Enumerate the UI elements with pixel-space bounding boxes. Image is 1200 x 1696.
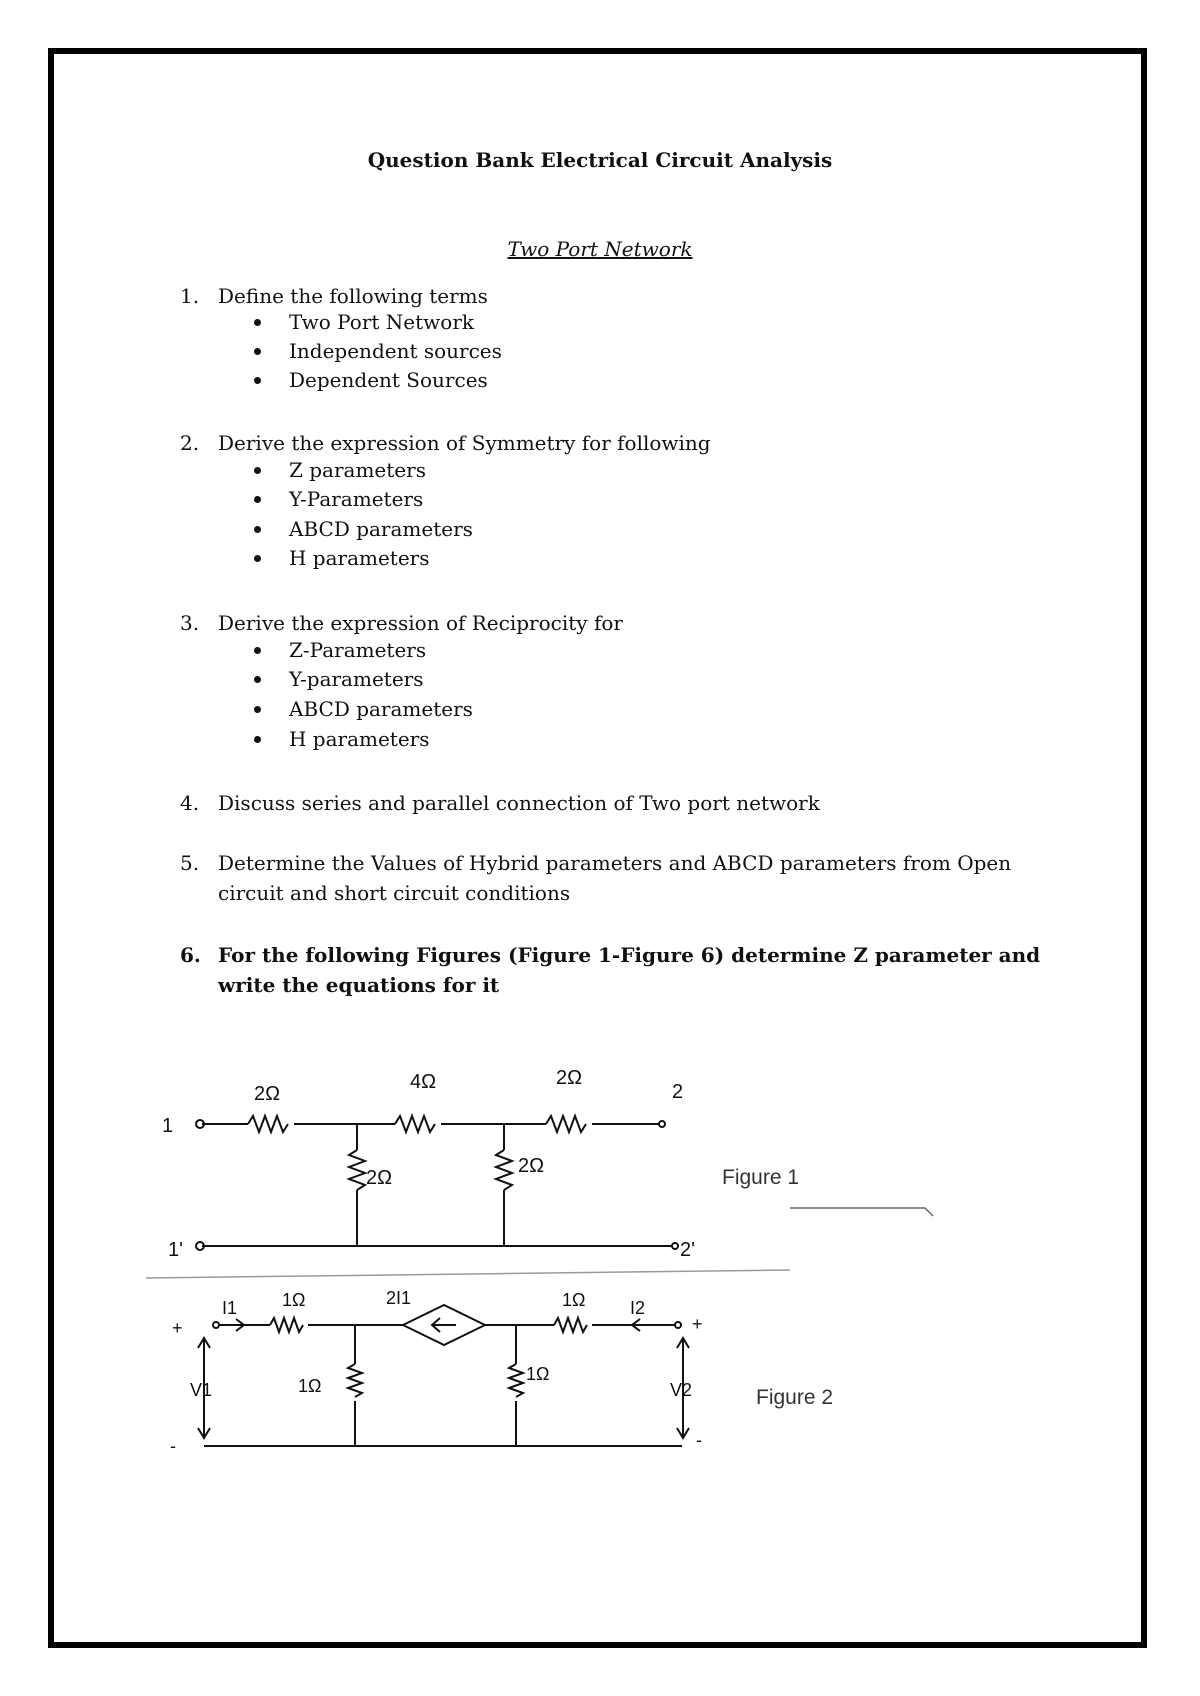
list-item-label: Y-Parameters [289, 487, 424, 511]
source-arrow [432, 1318, 456, 1332]
resistor-label: 2Ω [556, 1067, 583, 1089]
resistor-shunt-1 [348, 1364, 362, 1397]
list-item-label: Z-Parameters [289, 638, 427, 662]
question-number: 6. [180, 943, 201, 967]
figure-2-caption: Figure 2 [756, 1386, 834, 1409]
question-number: 5. [180, 851, 200, 875]
terminal [213, 1322, 219, 1328]
list-item-label: Dependent Sources [289, 368, 488, 392]
current-label: I1 [222, 1298, 238, 1318]
terminal [659, 1121, 665, 1127]
figure-1-labels [162, 1067, 695, 1261]
resistor-series-2 [395, 1116, 435, 1132]
section-heading: Two Port Network [507, 237, 693, 261]
figure-separator [146, 1270, 790, 1278]
question-text: For the following Figures (Figure 1-Figure 6) determine Z parameter and write the equations for it [218, 943, 1041, 997]
list-item-label: Independent sources [289, 339, 502, 363]
voltage-label: V1 [190, 1380, 213, 1400]
figure-2-circuit [198, 1305, 689, 1446]
resistor-label: 2Ω [518, 1155, 545, 1177]
list-item-label: H parameters [289, 727, 430, 751]
list-item-label: Z parameters [289, 458, 426, 482]
polarity-plus: + [172, 1318, 183, 1338]
figure-2-labels [170, 1288, 703, 1456]
figure-1-circuit [196, 1116, 678, 1250]
question-text: Derive the expression of Symmetry for following [218, 431, 711, 455]
question-text: Derive the expression of Reciprocity for [218, 611, 623, 635]
question-text: Determine the Values of Hybrid parameters and ABCD parameters from Open circuit and short circuit conditions [218, 851, 1012, 905]
question-number: 4. [180, 791, 200, 815]
port-label: 1 [162, 1115, 174, 1137]
resistor-series-1 [270, 1318, 303, 1332]
resistor-label: 2Ω [254, 1083, 281, 1105]
resistor-series-3 [546, 1116, 586, 1132]
resistor-label: 1Ω [282, 1290, 306, 1310]
current-label: I2 [630, 1298, 646, 1318]
resistor-shunt-1 [349, 1150, 365, 1190]
source-label: 2I1 [386, 1288, 412, 1308]
resistor-label: 2Ω [366, 1167, 393, 1189]
resistor-label: 4Ω [410, 1071, 437, 1093]
port-label: 1' [168, 1239, 183, 1261]
port-label: 2 [672, 1081, 684, 1103]
question-text: Discuss series and parallel connection of Two port network [218, 791, 820, 815]
resistor-label: 1Ω [562, 1290, 586, 1310]
resistor-series-2 [554, 1318, 587, 1332]
resistor-series-1 [248, 1116, 288, 1132]
list-item-label: Two Port Network [289, 310, 474, 334]
list-item-label: Y-parameters [289, 667, 424, 691]
question-text: Define the following terms [218, 284, 488, 308]
polarity-minus: - [696, 1430, 702, 1450]
resistor-label: 1Ω [526, 1364, 550, 1384]
resistor-shunt-2 [509, 1364, 523, 1397]
port-label: 2' [680, 1239, 695, 1261]
polarity-plus: + [692, 1314, 703, 1334]
page-title: Question Bank Electrical Circuit Analysis [367, 148, 833, 172]
terminal [675, 1322, 681, 1328]
terminal [672, 1243, 678, 1249]
list-item-label: ABCD parameters [289, 697, 473, 721]
question-number: 1. [180, 284, 200, 308]
question-number: 3. [180, 611, 200, 635]
question-number: 2. [180, 431, 200, 455]
polarity-minus: - [170, 1436, 176, 1456]
list-item-label: H parameters [289, 546, 430, 570]
list-item-label: ABCD parameters [289, 517, 473, 541]
resistor-label: 1Ω [298, 1376, 322, 1396]
figure-1-caption: Figure 1 [722, 1166, 800, 1189]
voltage-label: V2 [670, 1380, 693, 1400]
decorative-line [790, 1208, 933, 1216]
resistor-shunt-2 [496, 1150, 512, 1190]
